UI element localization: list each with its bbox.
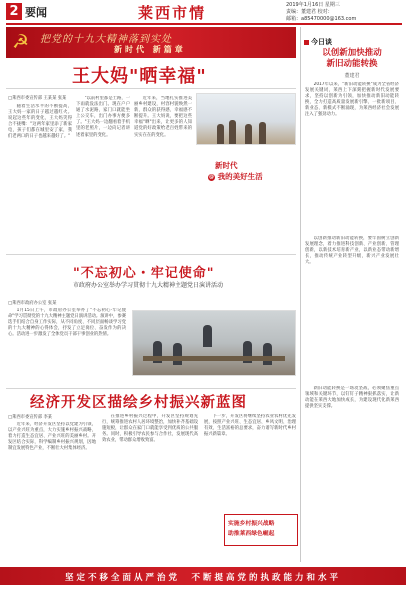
article-3-paragraph: 在推进乡村振兴过程中，开发区坚持规划先行，统筹推进农村人居环境整治，加快补齐基础设施短板，让群众在家门口就能享受到优质的公共服务。同时，积极引导农民参与合作社，发展现代高效农业，带动群众增收致富。	[102, 414, 198, 444]
sidebar-byline: 董建君	[344, 73, 360, 79]
callout-line-1: 新时代	[215, 161, 238, 170]
sidebar-paragraph: 以创新推动新旧动能转换，要牢固树立创新发展理念，着力推进科技创新、产业创新、管理创新，以新技术培育新产业，以新业态带动新增长，推动传统产业转型升级，新兴产业发展壮大。	[305, 236, 399, 266]
section-number: 2	[6, 3, 22, 20]
section-title: 要闻	[25, 6, 47, 19]
banner-line-1: 把党的十九大精神落到实处	[40, 34, 172, 45]
email-line: 邮箱：a85470000@163.com	[286, 16, 357, 22]
article-1-paragraph: 随着生活水平的不断提高，王大妈一家的日子越过越红火。说起这些年的变化，王大妈笑得合不拢嘴："这两年家里添了新家电，孩子们都在城里安了家，我们老两口的日子也越来越好了。"	[8, 104, 72, 140]
article-3-byline: □莱西市委宣传部 李某	[8, 415, 53, 420]
date-line: 2019年1月16日 星期三	[286, 2, 340, 8]
pull-box-line-1: 实施乡村振兴战略	[228, 521, 275, 527]
article-1-paragraph: 近年来，当地扎实推进美丽乡村建设，村容村貌焕然一新，群众的获得感、幸福感不断提升。王大妈说，要把这些幸福"晒"出来，让更多的人知道党的好政策给老百姓带来的实实在在的变化。	[134, 96, 192, 138]
sidebar-headline: 以创新加快推动 新旧动能转换	[322, 48, 382, 69]
divider	[6, 254, 296, 255]
callout-line-2: @ 我的美好生活	[209, 172, 263, 181]
square-icon	[304, 40, 309, 45]
divider	[6, 388, 296, 389]
footer-slogan: 坚定不移全面从严治党 不断提高党的执政能力和水平	[64, 573, 341, 583]
article-2-headline: "不忘初心・牢记使命"	[73, 266, 215, 281]
article-3-paragraph: 近年来，经济开发区坚持以党建为引领，以产业兴旺为重点，大力实施乡村振兴战略，着力打造生态宜居、产业兴旺的美丽乡村。开发区结合实际，科学编制乡村振兴规划，因地制宜发展特色产业，不断壮大村集体经济。	[8, 422, 96, 452]
issue-meta	[286, 2, 404, 23]
editor-line: 责编：董建君 校对：	[286, 9, 333, 15]
article-1-headline: 王大妈"晒幸福"	[72, 66, 207, 87]
article-2-subheadline: 市政府办公室举办学习贯彻十九大精神主题党日演讲活动	[73, 282, 224, 289]
article-3-paragraph: 下一步，开发区将继续坚持农业农村优先发展，按照产业兴旺、生态宜居、乡风文明、治理有效、生活富裕的总要求，奋力谱写新时代乡村振兴新篇章。	[204, 414, 296, 438]
sidebar-paragraph: 新旧动能转换是一场攻坚战，必须聚焦重点领域和关键环节，以钉钉子精神狠抓落实，让新动能在莱西大地加快成长，为建设现代化新莱西提供坚实支撑。	[305, 386, 399, 410]
sidebar-tag: 今日谈	[304, 37, 332, 47]
party-emblem-icon: ☭	[12, 31, 30, 53]
pull-box-line-2: 助推莱西绿色崛起	[228, 531, 275, 537]
article-3-headline: 经济开发区描绘乡村振兴新蓝图	[30, 394, 247, 411]
article-1-byline: □莱西市委宣传部 王某某 张某	[8, 96, 67, 101]
newspaper-title: 莱西市情	[138, 4, 207, 22]
banner-line-2: 新时代 新篇章	[114, 45, 186, 54]
article-1-paragraph: "以前村里都是土路，一下雨就没法出门。现在户户通了水泥路，家门口就能坐上公交车，出门办事方便多了。"王大妈一边翻看着手机里的老照片，一边向记者讲述着家里的变化。	[76, 96, 130, 138]
article-1-photo	[196, 93, 296, 145]
sidebar-paragraph: 2017年以来，"新旧动能转换"成为全省经济发展关键词，莱西上下深刻把握新时代发展要求，坚持以创新为引领，加快推动新旧动能转换，全力打造高质量发展新引擎，一批新项目、新业态、新模式不断涌现，为莱西经济社会发展注入了强劲动力。	[305, 82, 399, 118]
header-divider	[6, 23, 402, 25]
article-2-paragraph: 1月15日上午，市政府办公室举办了"不忘初心·牢记使命"学习贯彻党的十九大精神主题党日演讲活动。演讲中，参赛选手们结合自身工作实际，从不同角度、不同层面畅谈学习党的十九大精神的心得体会，抒发了立足岗位、奋发作为的决心。活动进一步激发了全体党员干部干事创业的热情。	[8, 308, 126, 338]
article-2-photo	[132, 310, 296, 376]
article-2-byline: □莱西市政府办公室 张某	[8, 301, 57, 306]
theme-banner	[6, 27, 296, 58]
divider	[6, 88, 296, 89]
at-icon: @	[209, 173, 214, 180]
